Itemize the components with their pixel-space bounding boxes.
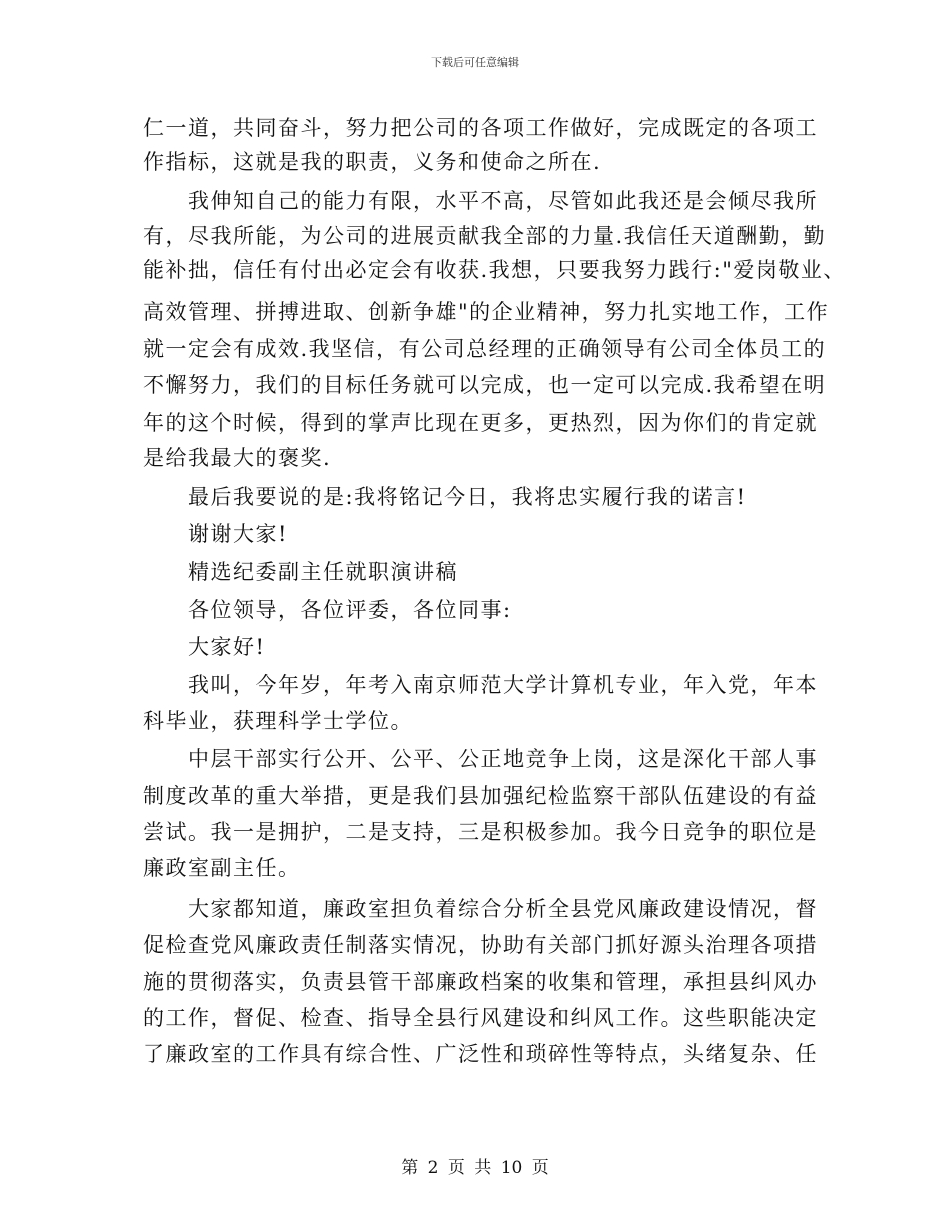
text-line: 制度改革的重大举措，更是我们县加强纪检监察干部队伍建设的有益	[143, 784, 818, 808]
text-line: 作指标，这就是我的职责，义务和使命之所在.	[143, 150, 602, 174]
text-line: 高效管理、拼搏进取、创新争雄"的企业精神，努力扎实地工作，工作	[143, 300, 830, 324]
text-line: 大家都知道，廉政室担负着综合分析全县党风廉政建设情况，督	[188, 897, 818, 921]
text-line: 的工作，督促、检查、指导全县行风建设和纠风工作。这些职能决定	[143, 1006, 818, 1030]
text-line: 促检查党风廉政责任制落实情况，协助有关部门抓好源头治理各项措	[143, 933, 818, 957]
text-line: 能补拙，信任有付出必定会有收获.我想，只要我努力践行:"爱岗敬业、	[143, 258, 846, 282]
text-line: 仁一道，共同奋斗，努力把公司的各项工作做好，完成既定的各项工	[143, 116, 818, 140]
text-line: 科毕业，获理科学士学位。	[143, 709, 413, 733]
text-line: 了廉政室的工作具有综合性、广泛性和琐碎性等特点，头绪复杂、任	[143, 1042, 818, 1066]
text-line: 最后我要说的是:我将铭记今日，我将忠实履行我的诺言!	[188, 485, 747, 509]
page-header-note: 下载后可任意编辑	[431, 56, 519, 69]
text-line: 我伸知自己的能力有限，水平不高，尽管如此我还是会倾尽我所	[188, 189, 818, 213]
text-line: 大家好!	[188, 635, 266, 659]
text-line: 是给我最大的褒奖.	[143, 446, 332, 470]
text-line: 廉政室副主任。	[143, 856, 301, 880]
text-line: 尝试。我一是拥护，二是支持，三是积极参加。我今日竞争的职位是	[143, 820, 818, 844]
text-line: 各位领导，各位评委，各位同事:	[188, 598, 512, 622]
section-heading: 精选纪委副主任就职演讲稿	[188, 560, 458, 584]
text-line: 施的贯彻落实，负责县管干部廉政档案的收集和管理，承担县纠风办	[143, 970, 818, 994]
text-line: 谢谢大家!	[188, 522, 288, 546]
page-footer-page-number: 第 2 页 共 10 页	[401, 1158, 549, 1178]
text-line: 不懈努力，我们的目标任务就可以完成，也一定可以完成.我希望在明	[143, 373, 827, 397]
text-line: 年的这个时候，得到的掌声比现在更多，更热烈，因为你们的肯定就	[143, 411, 818, 435]
text-line: 中层干部实行公开、公平、公正地竞争上岗，这是深化干部人事	[188, 747, 818, 771]
text-line: 我叫，今年岁，年考入南京师范大学计算机专业，年入党，年本	[188, 673, 818, 697]
text-line: 有，尽我所能，为公司的进展贡献我全部的力量.我信任天道酬勤，勤	[143, 224, 827, 248]
text-line: 就一定会有成效.我坚信，有公司总经理的正确领导有公司全体员工的	[143, 337, 827, 361]
